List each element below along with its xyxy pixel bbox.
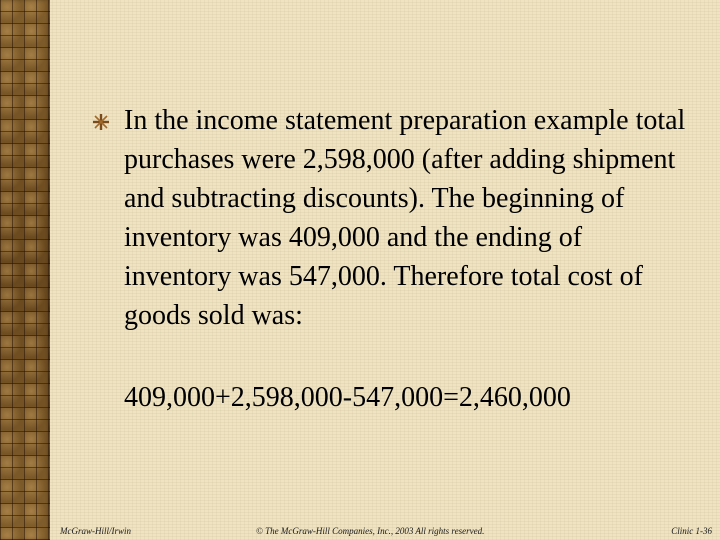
footer-copyright: © The McGraw-Hill Companies, Inc., 2003 All rights reserved. (256, 526, 485, 536)
decorative-side-strip (0, 0, 50, 540)
footer-slide-number: Clinic 1-36 (671, 526, 712, 536)
star-bullet-icon (92, 113, 110, 131)
cost-formula: 409,000+2,598,000-547,000=2,460,000 (124, 382, 571, 413)
footer-publisher: McGraw-Hill/Irwin (60, 526, 131, 536)
slide-body-text: In the income statement preparation example total purchases were 2,598,000 (after adding shipment and subtracting discounts). The beginning of inventory was 409,000 and the ending of inventory was 547,000. Therefore total cost of goods sold was: (124, 105, 686, 331)
